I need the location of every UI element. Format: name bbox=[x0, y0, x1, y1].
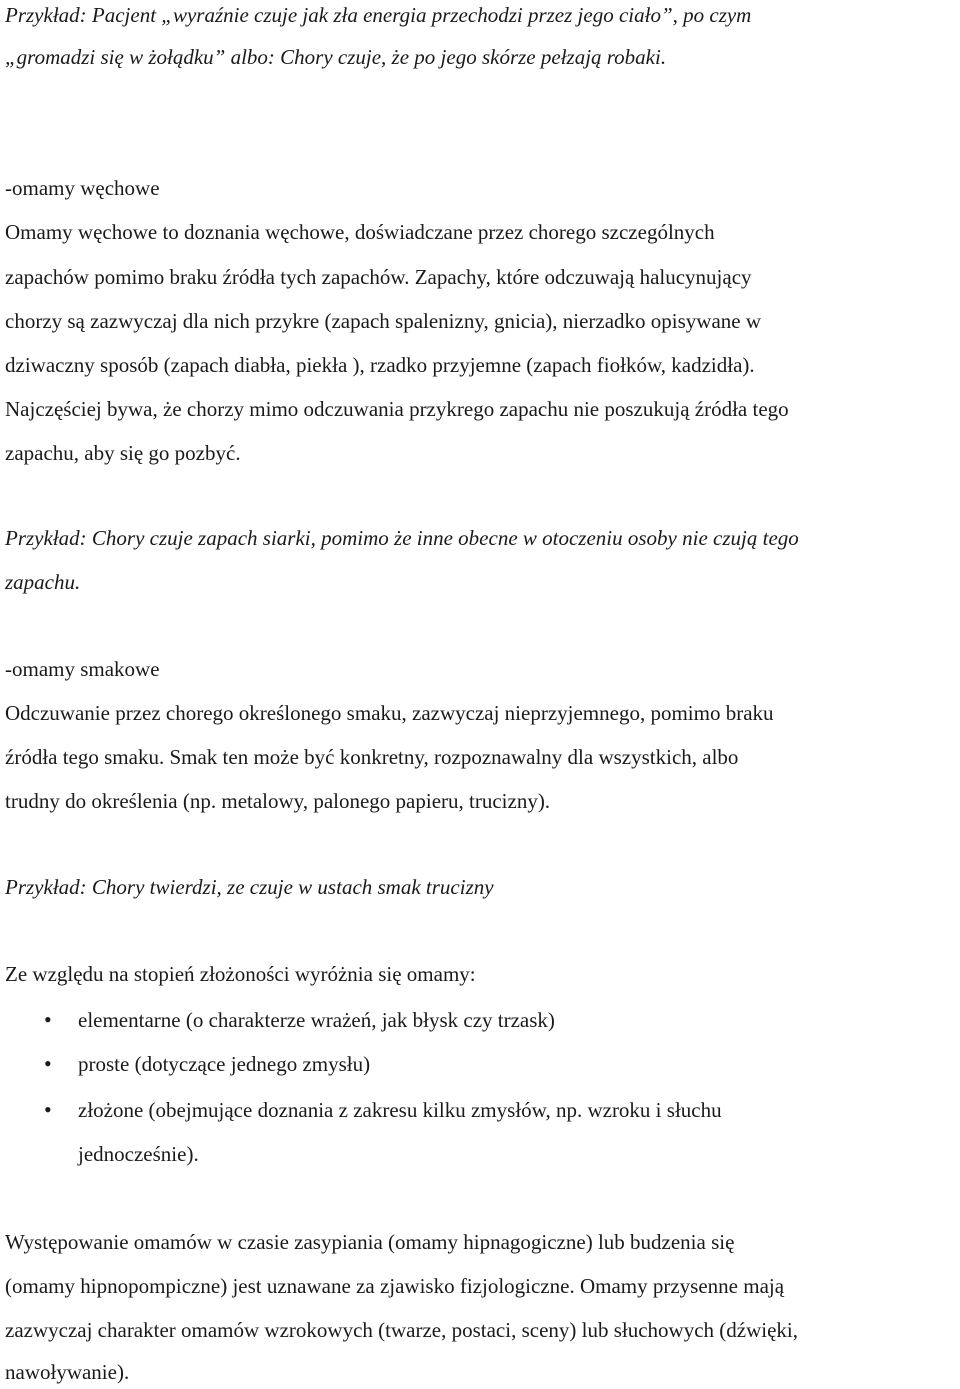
olfactory-text-line-6: zapachu, aby się go pozbyć. bbox=[5, 441, 241, 465]
section-heading-olfactory: -omamy węchowe bbox=[5, 176, 160, 200]
olfactory-text-line-3: chorzy są zazwyczaj dla nich przykre (zapach spalenizny, gnicia), nierzadko opisywane w bbox=[5, 309, 762, 333]
olfactory-text-line-4: dziwaczny sposób (zapach diabła, piekła ), rzadko przyjemne (zapach fiołków, kadzidła). bbox=[5, 353, 755, 377]
sleep-text-line-4: nawoływanie). bbox=[5, 1360, 130, 1384]
sleep-text-line-1: Występowanie omamów w czasie zasypiania (omamy hipnagogiczne) lub budzenia się bbox=[5, 1230, 735, 1254]
list-item-text: elementarne (o charakterze wrażeń, jak błysk czy trzask) bbox=[78, 1008, 555, 1032]
taste-text-line-3: trudny do określenia (np. metalowy, palonego papieru, trucizny). bbox=[5, 789, 551, 813]
olfactory-example-line-2: zapachu. bbox=[5, 570, 81, 594]
bullet-icon: • bbox=[44, 1007, 52, 1032]
taste-text-line-2: źródła tego smaku. Smak ten może być konkretny, rozpoznawalny dla wszystkich, albo bbox=[5, 745, 739, 769]
sleep-text-line-3: zazwyczaj charakter omamów wzrokowych (twarze, postaci, sceny) lub słuchowych (dźwięki, bbox=[5, 1318, 799, 1342]
bullet-icon: • bbox=[44, 1097, 52, 1122]
taste-text-line-1: Odczuwanie przez chorego określonego smaku, zazwyczaj nieprzyjemnego, pomimo braku bbox=[5, 701, 774, 725]
list-item-text: proste (dotyczące jednego zmysłu) bbox=[78, 1052, 371, 1076]
olfactory-example-line-1: Przykład: Chory czuje zapach siarki, pomimo że inne obecne w otoczeniu osoby nie czują tego bbox=[5, 526, 799, 550]
bullet-icon: • bbox=[44, 1051, 52, 1076]
list-item-text: złożone (obejmujące doznania z zakresu kilku zmysłów, np. wzroku i słuchu bbox=[78, 1098, 722, 1122]
complexity-intro: Ze względu na stopień złożoności wyróżnia się omamy: bbox=[5, 962, 476, 986]
section-heading-taste: -omamy smakowe bbox=[5, 657, 160, 681]
taste-example: Przykład: Chory twierdzi, ze czuje w ustach smak trucizny bbox=[5, 875, 494, 899]
olfactory-text-line-5: Najczęściej bywa, że chorzy mimo odczuwania przykrego zapachu nie poszukują źródła tego bbox=[5, 397, 789, 421]
example-paragraph-line-2: „gromadzi się w żołądku” albo: Chory czuje, że po jego skórze pełzają robaki. bbox=[5, 45, 667, 69]
olfactory-text-line-1: Omamy węchowe to doznania węchowe, doświadczane przez chorego szczególnych bbox=[5, 220, 715, 244]
list-item-text-continuation: jednocześnie). bbox=[78, 1142, 199, 1166]
olfactory-text-line-2: zapachów pomimo braku źródła tych zapachów. Zapachy, które odczuwają halucynujący bbox=[5, 265, 752, 289]
example-paragraph-line-1: Przykład: Pacjent „wyraźnie czuje jak zła energia przechodzi przez jego ciało”, po czym bbox=[5, 3, 752, 27]
sleep-text-line-2: (omamy hipnopompiczne) jest uznawane za zjawisko fizjologiczne. Omamy przysenne mają bbox=[5, 1274, 785, 1298]
